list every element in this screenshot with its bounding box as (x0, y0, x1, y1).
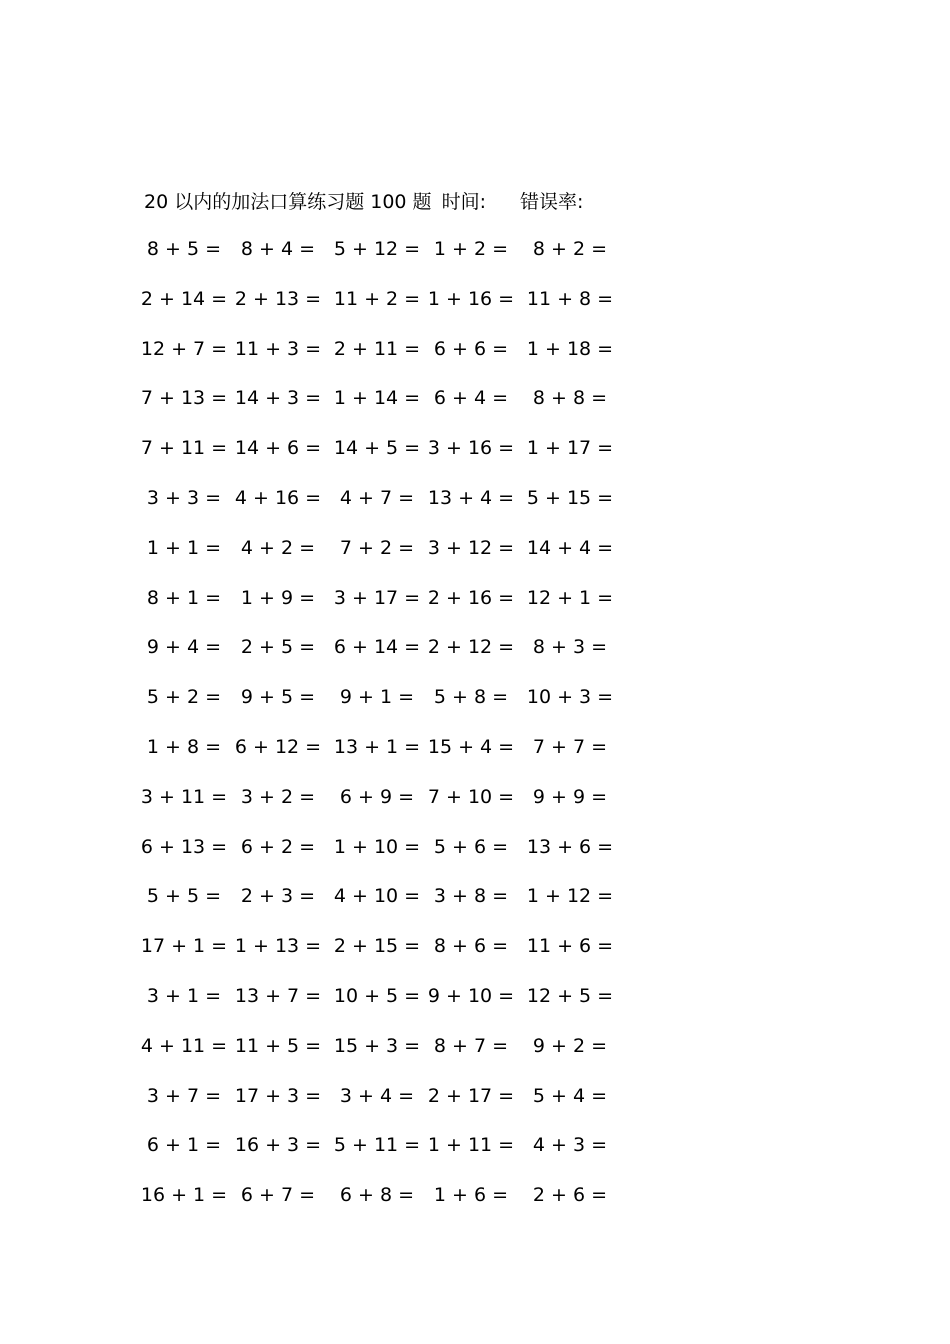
math-problem: 6 + 6 = (433, 337, 509, 360)
math-problem: 6 + 2 = (240, 835, 316, 858)
math-problem: 17 + 1 = (140, 935, 228, 958)
math-problem: 8 + 7 = (433, 1034, 509, 1057)
math-problem: 1 + 1 = (146, 536, 222, 559)
math-problem: 8 + 6 = (433, 935, 509, 958)
problem-grid (0, 234, 950, 1230)
worksheet-header (144, 186, 583, 214)
math-problem: 12 + 7 = (140, 337, 228, 360)
math-problem: 3 + 12 = (427, 536, 515, 559)
math-problem: 5 + 5 = (146, 885, 222, 908)
math-problem: 9 + 5 = (240, 686, 316, 709)
problem-row (0, 583, 950, 633)
math-problem: 2 + 15 = (333, 935, 421, 958)
math-problem: 9 + 9 = (532, 785, 608, 808)
math-problem: 1 + 12 = (526, 885, 614, 908)
math-problem: 2 + 17 = (427, 1084, 515, 1107)
math-problem: 5 + 15 = (526, 486, 614, 509)
math-problem: 13 + 7 = (234, 984, 322, 1007)
math-problem: 7 + 2 = (339, 536, 415, 559)
math-problem: 11 + 8 = (526, 287, 614, 310)
math-problem: 12 + 5 = (526, 984, 614, 1007)
math-problem: 4 + 11 = (140, 1034, 228, 1057)
problem-row (0, 881, 950, 931)
math-problem: 6 + 9 = (339, 785, 415, 808)
problem-row (0, 931, 950, 981)
math-problem: 9 + 1 = (339, 686, 415, 709)
math-problem: 6 + 1 = (146, 1134, 222, 1157)
time-label: 时间: (441, 190, 486, 213)
math-problem: 14 + 4 = (526, 536, 614, 559)
math-problem: 13 + 4 = (427, 486, 515, 509)
math-problem: 8 + 4 = (240, 238, 316, 260)
math-problem: 2 + 12 = (427, 636, 515, 659)
math-problem: 9 + 10 = (427, 984, 515, 1007)
math-problem: 1 + 6 = (433, 1184, 509, 1207)
math-problem: 4 + 2 = (240, 536, 316, 559)
math-problem: 7 + 7 = (532, 735, 608, 758)
math-problem: 11 + 2 = (333, 287, 421, 310)
math-problem: 6 + 4 = (433, 387, 509, 410)
math-problem: 11 + 3 = (234, 337, 322, 360)
problem-row (0, 483, 950, 533)
math-problem: 1 + 14 = (333, 387, 421, 410)
math-problem: 12 + 1 = (526, 586, 614, 609)
problem-row (0, 732, 950, 782)
math-problem: 3 + 7 = (146, 1084, 222, 1107)
math-problem: 11 + 6 = (526, 935, 614, 958)
math-problem: 3 + 17 = (333, 586, 421, 609)
problem-row (0, 981, 950, 1031)
math-problem: 15 + 4 = (427, 735, 515, 758)
math-problem: 1 + 9 = (240, 586, 316, 609)
math-problem: 1 + 17 = (526, 437, 614, 460)
problem-row (0, 433, 950, 483)
error-rate-label: 错误率: (519, 190, 584, 213)
math-problem: 2 + 14 = (140, 287, 228, 310)
math-problem: 11 + 5 = (234, 1034, 322, 1057)
math-problem: 2 + 6 = (532, 1184, 608, 1207)
math-problem: 4 + 3 = (532, 1134, 608, 1157)
problem-row (0, 632, 950, 682)
math-problem: 2 + 16 = (427, 586, 515, 609)
math-problem: 8 + 3 = (532, 636, 608, 659)
math-problem: 1 + 11 = (427, 1134, 515, 1157)
math-problem: 17 + 3 = (234, 1084, 322, 1107)
math-problem: 1 + 13 = (234, 935, 322, 958)
math-problem: 9 + 4 = (146, 636, 222, 659)
math-problem: 16 + 1 = (140, 1184, 228, 1207)
problem-row (0, 383, 950, 433)
problem-row (0, 1130, 950, 1180)
math-problem: 13 + 1 = (333, 735, 421, 758)
math-problem: 1 + 2 = (433, 238, 509, 260)
math-problem: 7 + 10 = (427, 785, 515, 808)
math-problem: 5 + 11 = (333, 1134, 421, 1157)
math-problem: 2 + 11 = (333, 337, 421, 360)
math-problem: 14 + 6 = (234, 437, 322, 460)
math-problem: 2 + 13 = (234, 287, 322, 310)
math-problem: 4 + 7 = (339, 486, 415, 509)
math-problem: 8 + 8 = (532, 387, 608, 410)
math-problem: 7 + 13 = (140, 387, 228, 410)
problem-row (0, 1180, 950, 1230)
math-problem: 4 + 16 = (234, 486, 322, 509)
math-problem: 5 + 8 = (433, 686, 509, 709)
math-problem: 6 + 8 = (339, 1184, 415, 1207)
math-problem: 10 + 5 = (333, 984, 421, 1007)
math-problem: 3 + 8 = (433, 885, 509, 908)
math-problem: 1 + 8 = (146, 735, 222, 758)
math-problem: 8 + 5 = (146, 238, 222, 260)
worksheet-title: 20 以内的加法口算练习题 100 题 (144, 190, 432, 213)
math-problem: 14 + 3 = (234, 387, 322, 410)
math-problem: 9 + 2 = (532, 1034, 608, 1057)
math-problem: 6 + 14 = (333, 636, 421, 659)
math-problem: 5 + 6 = (433, 835, 509, 858)
math-problem: 14 + 5 = (333, 437, 421, 460)
math-problem: 13 + 6 = (526, 835, 614, 858)
problem-row (0, 533, 950, 583)
problem-row (0, 1031, 950, 1081)
math-problem: 3 + 1 = (146, 984, 222, 1007)
problem-row (0, 284, 950, 334)
problem-row (0, 1081, 950, 1131)
math-problem: 2 + 5 = (240, 636, 316, 659)
math-problem: 6 + 13 = (140, 835, 228, 858)
math-problem: 7 + 11 = (140, 437, 228, 460)
math-problem: 16 + 3 = (234, 1134, 322, 1157)
math-problem: 1 + 18 = (526, 337, 614, 360)
math-problem: 5 + 2 = (146, 686, 222, 709)
math-problem: 3 + 16 = (427, 437, 515, 460)
math-problem: 1 + 16 = (427, 287, 515, 310)
problem-row (0, 682, 950, 732)
problem-row (0, 782, 950, 832)
math-problem: 6 + 12 = (234, 735, 322, 758)
math-problem: 3 + 2 = (240, 785, 316, 808)
math-problem: 5 + 12 = (333, 238, 421, 260)
math-problem: 8 + 2 = (532, 238, 608, 260)
math-problem: 4 + 10 = (333, 885, 421, 908)
math-problem: 5 + 4 = (532, 1084, 608, 1107)
math-problem: 3 + 3 = (146, 486, 222, 509)
math-problem: 8 + 1 = (146, 586, 222, 609)
problem-row (0, 334, 950, 384)
math-problem: 3 + 4 = (339, 1084, 415, 1107)
math-problem: 1 + 10 = (333, 835, 421, 858)
problem-row (0, 234, 950, 284)
math-problem: 15 + 3 = (333, 1034, 421, 1057)
math-problem: 3 + 11 = (140, 785, 228, 808)
math-problem: 6 + 7 = (240, 1184, 316, 1207)
problem-row (0, 832, 950, 882)
math-problem: 2 + 3 = (240, 885, 316, 908)
math-problem: 10 + 3 = (526, 686, 614, 709)
